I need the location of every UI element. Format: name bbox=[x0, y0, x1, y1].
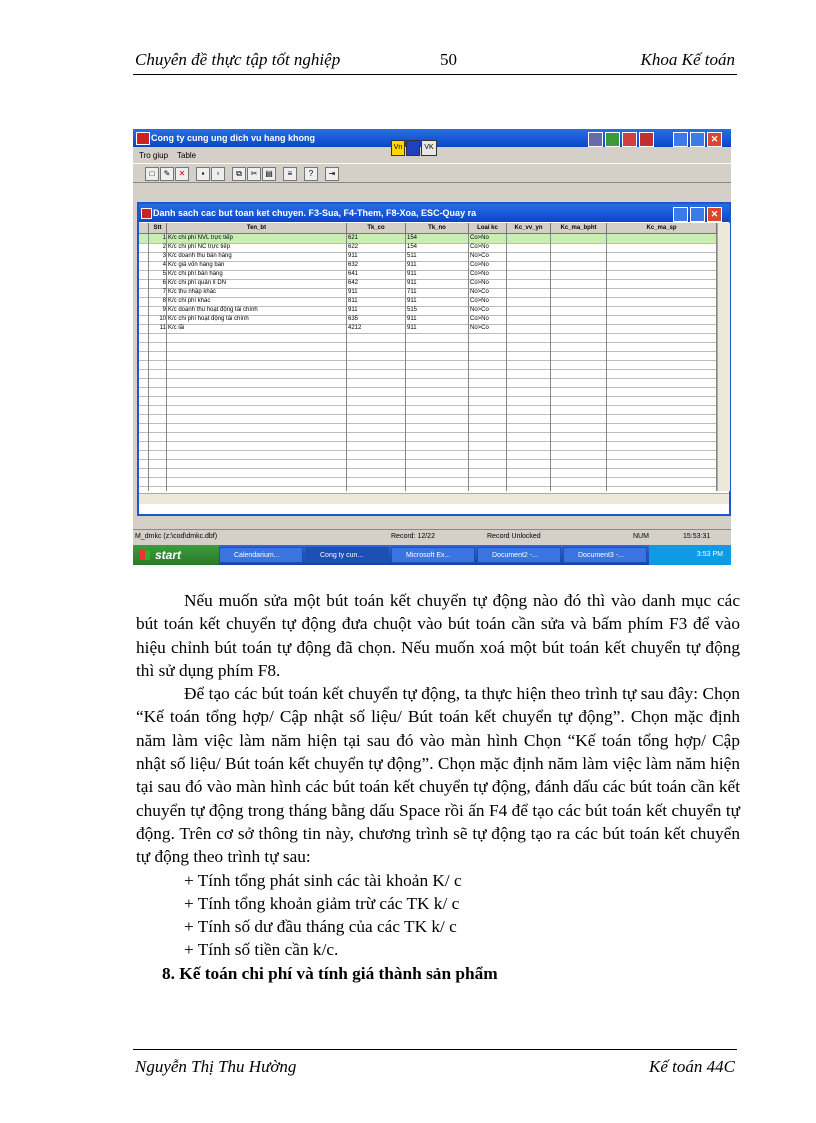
edit-icon[interactable]: ✎ bbox=[160, 167, 174, 181]
toolbar bbox=[133, 163, 731, 183]
footer-right: Kế toán 44C bbox=[649, 1057, 735, 1076]
table-cell[interactable]: 4 bbox=[149, 261, 167, 271]
table-cell[interactable]: K/c chi phí bán hàng bbox=[167, 270, 347, 280]
table-cell[interactable]: 6 bbox=[149, 279, 167, 289]
tray-icon-3[interactable] bbox=[622, 132, 637, 147]
table-cell[interactable]: K/c lãi bbox=[167, 324, 347, 334]
row-indicator[interactable] bbox=[139, 486, 149, 491]
table-cell[interactable]: 8 bbox=[149, 297, 167, 307]
header-right: Khoa Kế toán bbox=[640, 50, 735, 69]
table-cell[interactable]: 9 bbox=[149, 306, 167, 316]
column-header[interactable]: Kc_vv_yn bbox=[507, 223, 551, 234]
table-cell[interactable]: 911 bbox=[347, 306, 406, 316]
table-cell[interactable]: K/c giá vốn hàng bán bbox=[167, 261, 347, 271]
table-cell[interactable]: 622 bbox=[347, 243, 406, 253]
table-cell[interactable]: 911 bbox=[347, 252, 406, 262]
list-item: + Tính tổng phát sinh các tài khoản K/ c bbox=[184, 870, 462, 890]
table-cell[interactable] bbox=[347, 486, 406, 491]
app-screenshot bbox=[133, 129, 731, 565]
cut-icon[interactable]: ✂ bbox=[247, 167, 261, 181]
page-number: 50 bbox=[440, 50, 457, 69]
paragraph: Để tạo các bút toán kết chuyển tự động, ta thực hiện theo trình tự sau đây: Chọn “Kế toán tổng hợp/ Cập nhật số liệu/ Bút toán kết chuyển tự động”. Chọn mặc định năm làm việc làm năm hiện tại sau đó vào màn hình Chọn “Kế toán tổng hợp/ Cập nhật số liệu/ Bút toán kết chuyển tự động”. Chọn mặc định năm làm việc làm năm hiện tại sau đó vào màn hình các bút toán kết chuyển tự động, đánh dấu các bút toán cần kết chuyển tự động trong tháng bằng dấu Space rồi ấn F4 để tạo các bút toán kết chuyển tự động. Trên cơ sở thông tin này, chương trình sẽ tự động tạo ra các bút toán kết chuyển tự động theo trình tự sau: bbox=[136, 684, 740, 867]
taskbar-item[interactable]: Document2 -... bbox=[477, 547, 561, 563]
list-item: + Tính số tiền cần k/c. bbox=[184, 940, 339, 960]
table-cell[interactable]: 621 bbox=[347, 234, 406, 244]
status-bar bbox=[133, 529, 731, 544]
table-cell[interactable] bbox=[607, 486, 717, 491]
help-icon[interactable]: ? bbox=[304, 167, 318, 181]
table-cell[interactable]: 911 bbox=[406, 297, 469, 307]
table-cell[interactable]: K/c chi phí hoạt động tài chính bbox=[167, 315, 347, 325]
list-item: + Tính tổng khoản giảm trừ các TK k/ c bbox=[184, 893, 460, 913]
table-cell[interactable]: 11 bbox=[149, 324, 167, 334]
lang-vn-button[interactable]: Vn bbox=[391, 140, 405, 156]
status-lock: Record Unlocked bbox=[487, 533, 541, 540]
row-indicator-header bbox=[139, 223, 149, 234]
footer-left: Nguyễn Thị Thu Hường bbox=[135, 1057, 297, 1076]
taskbar-item[interactable]: Cong ty cun... bbox=[305, 547, 389, 563]
tray-icon-4[interactable] bbox=[639, 132, 654, 147]
table-cell[interactable]: No>Co bbox=[469, 288, 507, 298]
table-cell[interactable]: 642 bbox=[347, 279, 406, 289]
paragraph: Nếu muốn sửa một bút toán kết chuyển tự động nào đó thì vào danh mục các bút toán kết chuyển tự động đưa chuột vào bút toán cần sửa và bấm phím F3 để vào hiệu chỉnh bút toán tự động đã chọn. Nếu muốn xoá một bút toán kết chuyển tự động thì sử dụng phím F8. bbox=[136, 591, 740, 680]
table-window-icon bbox=[141, 208, 152, 219]
table-cell[interactable]: 632 bbox=[347, 261, 406, 271]
table-cell[interactable]: Co>No bbox=[469, 243, 507, 253]
menu-bar bbox=[133, 149, 731, 161]
table-cell[interactable]: 635 bbox=[347, 315, 406, 325]
table-cell[interactable]: 911 bbox=[406, 261, 469, 271]
taskbar-item[interactable]: Microsoft Ex... bbox=[391, 547, 475, 563]
maximize-icon[interactable] bbox=[690, 132, 705, 147]
status-time: 15:53:31 bbox=[683, 533, 711, 540]
table-cell[interactable]: 5 bbox=[149, 270, 167, 280]
table-cell[interactable]: 1 bbox=[149, 234, 167, 244]
column-header[interactable]: Kc_ma_bpht bbox=[551, 223, 607, 234]
list-icon[interactable]: ≡ bbox=[283, 167, 297, 181]
table-cell[interactable] bbox=[406, 486, 469, 491]
table-cell[interactable]: 911 bbox=[347, 288, 406, 298]
header-left: Chuyên đề thực tập tốt nghiệp bbox=[135, 50, 341, 69]
table-cell[interactable] bbox=[551, 486, 607, 491]
table-window-title: Danh sach cac but toan ket chuyen. F3-Sua, F4-Them, F8-Xoa, ESC-Quay ra bbox=[153, 208, 477, 218]
new-icon[interactable]: □ bbox=[145, 167, 159, 181]
table-cell[interactable]: 2 bbox=[149, 243, 167, 253]
table-cell[interactable]: 10 bbox=[149, 315, 167, 325]
tray-icon-1[interactable] bbox=[588, 132, 603, 147]
menu-tro-giup[interactable]: Tro giup bbox=[139, 151, 169, 160]
table-cell[interactable]: Co>No bbox=[469, 261, 507, 271]
disk-icon[interactable]: ▫ bbox=[211, 167, 225, 181]
app-title: Cong ty cung ung dich vu hang khong bbox=[151, 133, 315, 143]
body-text bbox=[136, 589, 740, 985]
table-cell[interactable] bbox=[469, 486, 507, 491]
start-button[interactable] bbox=[133, 545, 223, 565]
column-header[interactable]: Loai kc bbox=[469, 223, 507, 234]
table-cell[interactable]: 711 bbox=[406, 288, 469, 298]
table-cell[interactable]: 511 bbox=[406, 252, 469, 262]
table-cell[interactable]: 911 bbox=[406, 324, 469, 334]
table-cell[interactable] bbox=[167, 486, 347, 491]
table-cell[interactable]: 911 bbox=[406, 315, 469, 325]
vertical-scrollbar[interactable] bbox=[717, 223, 730, 491]
table-cell[interactable]: 911 bbox=[406, 270, 469, 280]
column-header[interactable]: Tk_no bbox=[406, 223, 469, 234]
table-cell[interactable]: Co>No bbox=[469, 234, 507, 244]
table-cell[interactable]: No>Co bbox=[469, 306, 507, 316]
table-minimize-icon[interactable] bbox=[673, 207, 688, 222]
table-cell[interactable]: 7 bbox=[149, 288, 167, 298]
table-cell[interactable]: No>Co bbox=[469, 324, 507, 334]
paste-icon[interactable]: ▤ bbox=[262, 167, 276, 181]
taskbar bbox=[133, 545, 731, 565]
clock: 3:53 PM bbox=[696, 551, 723, 558]
delete-icon[interactable]: ✕ bbox=[175, 167, 189, 181]
exit-icon[interactable]: ⇥ bbox=[325, 167, 339, 181]
footer-rule bbox=[133, 1049, 737, 1050]
table-cell[interactable]: K/c chi phí quản lí DN bbox=[167, 279, 347, 289]
system-tray bbox=[649, 545, 731, 565]
column-header[interactable]: Kc_ma_sp bbox=[607, 223, 717, 234]
minimize-icon[interactable] bbox=[673, 132, 688, 147]
table-cell[interactable]: K/c thu nhập khác bbox=[167, 288, 347, 298]
table-cell[interactable]: 811 bbox=[347, 297, 406, 307]
close-icon[interactable]: ✕ bbox=[707, 132, 722, 147]
table-cell[interactable]: 154 bbox=[406, 234, 469, 244]
column-header[interactable]: Ten_bt bbox=[167, 223, 347, 234]
table-cell[interactable]: Co>No bbox=[469, 270, 507, 280]
save-icon[interactable]: ▪ bbox=[196, 167, 210, 181]
taskbar-item[interactable]: Document3 -... bbox=[563, 547, 647, 563]
table-cell[interactable]: 911 bbox=[406, 279, 469, 289]
table-cell[interactable]: 154 bbox=[406, 243, 469, 253]
table-cell[interactable]: K/c chi phí NVL trực tiếp bbox=[167, 234, 347, 244]
table-cell[interactable]: K/c doanh thu bán hàng bbox=[167, 252, 347, 262]
table-maximize-icon[interactable] bbox=[690, 207, 705, 222]
horizontal-scrollbar[interactable] bbox=[139, 493, 729, 504]
status-record: Record: 12/22 bbox=[391, 533, 435, 540]
app-logo-icon bbox=[136, 132, 150, 145]
status-num: NUM bbox=[633, 533, 649, 540]
menu-table[interactable]: Table bbox=[177, 151, 197, 160]
table-window bbox=[137, 202, 731, 516]
table-close-icon[interactable]: ✕ bbox=[707, 207, 722, 222]
table-cell[interactable]: Co>No bbox=[469, 315, 507, 325]
column-header[interactable]: Stt bbox=[149, 223, 167, 234]
lang-vk-button[interactable]: VK bbox=[421, 140, 437, 156]
copy-icon[interactable]: ⧉ bbox=[232, 167, 246, 181]
table-window-title-bar bbox=[139, 204, 729, 222]
table-cell[interactable] bbox=[149, 486, 167, 491]
table-cell[interactable]: 4212 bbox=[347, 324, 406, 334]
table-cell[interactable]: K/c chi phí NC trực tiếp bbox=[167, 243, 347, 253]
table-cell[interactable]: 515 bbox=[406, 306, 469, 316]
data-grid[interactable] bbox=[139, 223, 717, 491]
table-cell[interactable]: 641 bbox=[347, 270, 406, 280]
column-header[interactable]: Tk_co bbox=[347, 223, 406, 234]
table-cell[interactable]: Co>No bbox=[469, 297, 507, 307]
start-label: start bbox=[155, 548, 182, 562]
tray-icon-2[interactable] bbox=[605, 132, 620, 147]
header-rule bbox=[133, 74, 737, 75]
table-cell[interactable]: Co>No bbox=[469, 279, 507, 289]
table-cell[interactable] bbox=[507, 486, 551, 491]
section-heading: 8. Kế toán chi phí và tính giá thành sản phẩm bbox=[162, 963, 498, 983]
list-item: + Tính số dư đầu tháng của các TK k/ c bbox=[184, 917, 457, 937]
taskbar-item[interactable]: Calendarium... bbox=[219, 547, 303, 563]
windows-flag-icon bbox=[140, 550, 150, 560]
table-cell[interactable]: K/c chi phí khác bbox=[167, 297, 347, 307]
table-cell[interactable]: K/c doanh thu hoạt động tài chính bbox=[167, 306, 347, 316]
page-header bbox=[133, 50, 737, 72]
table-cell[interactable]: 3 bbox=[149, 252, 167, 262]
status-file: M_dmkc (z:\cod\dmkc.dbf) bbox=[135, 533, 218, 540]
table-cell[interactable]: No>Co bbox=[469, 252, 507, 262]
page-footer bbox=[133, 1057, 737, 1079]
